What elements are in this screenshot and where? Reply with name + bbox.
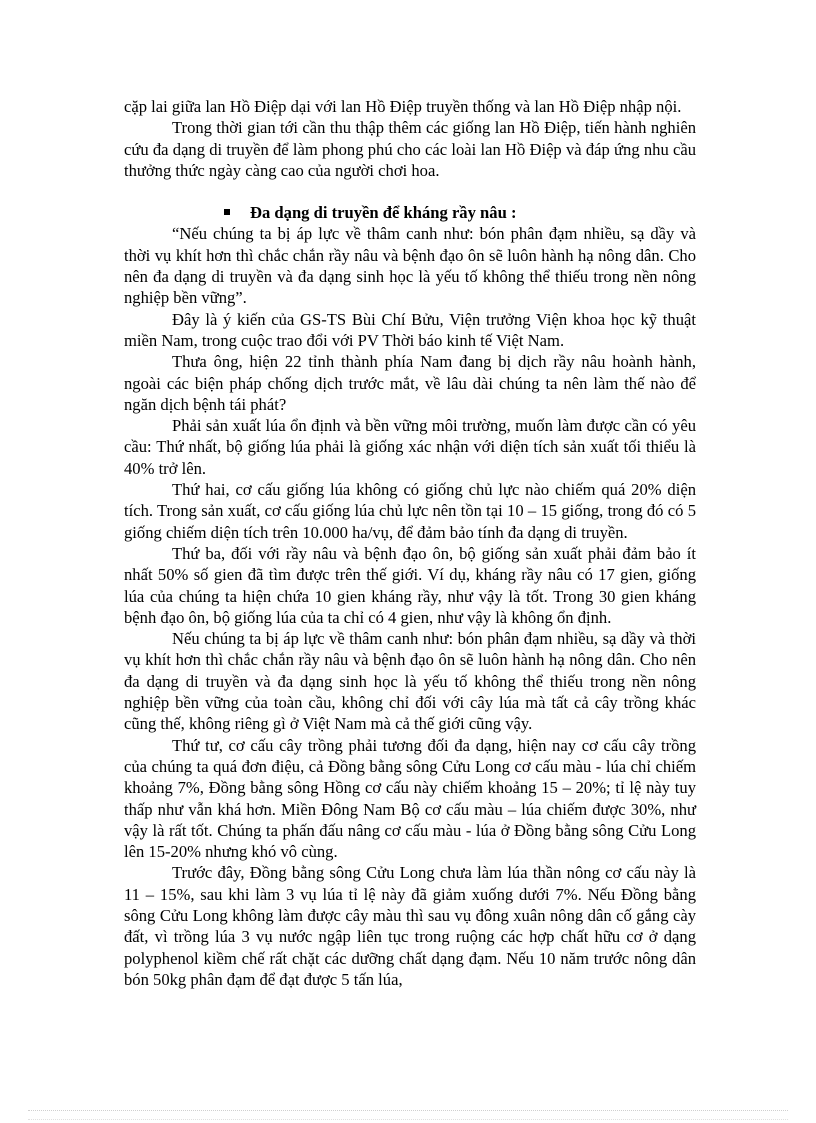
paragraph-gap — [124, 181, 696, 202]
footer-divider-bottom — [28, 1119, 788, 1120]
paragraph-question: Thưa ông, hiện 22 tỉnh thành phía Nam đang bị dịch rầy nâu hoành hành, ngoài các biện pháp chống dịch trước mắt, về lâu dài chúng ta nên làm thế nào để ngăn dịch bệnh tái phát? — [124, 352, 696, 414]
paragraph-quote: “Nếu chúng ta bị áp lực về thâm canh như: bón phân đạm nhiều, sạ dầy và thời vụ khít hơn thì chắc chắn rầy nâu và bệnh đạo ôn sẽ luôn hành hạ nông dân. Cho nên đa dạng di truyền và đa dạng sinh học là yếu tố không thể thiếu trong nền nông nghiệp bền vững”. — [124, 224, 696, 308]
paragraph-orchid-research: Trong thời gian tới cần thu thập thêm các giống lan Hồ Điệp, tiến hành nghiên cứu đa dạng di truyền để làm phong phú cho các loài lan Hồ Điệp và đáp ứng nhu cầu thưởng thức ngày càng cao của người chơi hoa. — [124, 118, 696, 180]
paragraph-source: Đây là ý kiến của GS-TS Bùi Chí Bửu, Viện trưởng Viện khoa học kỹ thuật miền Nam, trong cuộc trao đổi với PV Thời báo kinh tế Việt Nam. — [124, 309, 696, 350]
paragraph-continuation: cặp lai giữa lan Hồ Điệp dại với lan Hồ Điệp truyền thống và lan Hồ Điệp nhập nội. — [124, 97, 682, 116]
section-heading-text: Đa dạng di truyền để kháng rầy nâu : — [250, 203, 517, 223]
paragraph-first: Phải sản xuất lúa ổn định và bền vững môi trường, muốn làm được cần có yêu cầu: Thứ nhất, bộ giống lúa phải là giống xác nhận với diện tích sản xuất tối thiểu là 40% trở lên. — [124, 416, 696, 478]
paragraph-pressure: Nếu chúng ta bị áp lực về thâm canh như: bón phân đạm nhiều, sạ dầy và thời vụ khít hơn thì chắc chắn rầy nâu và bệnh đạo ôn sẽ luôn hành hạ nông dân. Cho nên đa dạng di truyền và đa dạng sinh học là yếu tố không thể thiếu trong nền nông nghiệp bền vững của toàn cầu, không chỉ đối với cây lúa mà tất cả cây trồng khác cũng thế, không riêng gì ở Việt Nam mà cả thế giới cũng vậy. — [124, 629, 696, 734]
footer-divider — [28, 1110, 788, 1111]
paragraph-second: Thứ hai, cơ cấu giống lúa không có giống chủ lực nào chiếm quá 20% diện tích. Trong sản xuất, cơ cấu giống lúa chủ lực nên tồn tại 10 – 15 giống, trong đó có 5 giống chiếm diện tích trên 10.000 ha/vụ, để đảm bảo tính đa dạng di truyền. — [124, 480, 696, 542]
square-bullet-icon — [224, 209, 230, 215]
paragraph-fourth: Thứ tư, cơ cấu cây trồng phải tương đối đa dạng, hiện nay cơ cấu cây trồng của chúng ta quá đơn điệu, cả Đồng bằng sông Cửu Long cơ cấu màu - lúa chỉ chiếm khoảng 7%, Đồng bằng sông Hồng cơ cấu này chiếm khoảng 15 – 20%; tỉ lệ này tuy thấp như vẫn khá hơn. Miền Đông Nam Bộ cơ cấu màu – lúa chiếm được 30%, như vậy là rất tốt. Chúng ta phấn đấu nâng cơ cấu màu - lúa ở Đồng bằng sông Cửu Long lên 15-20% nhưng khó vô cùng. — [124, 735, 696, 862]
paragraph-third: Thứ ba, đối với rầy nâu và bệnh đạo ôn, bộ giống sản xuất phải đảm bảo ít nhất 50% số gien đã tìm được trên thế giới. Ví dụ, kháng rầy nâu có 17 gien, giống lúa của chúng ta hiện chứa 10 gien kháng rầy, như vậy là tốt. Trong 30 gien kháng bệnh đạo ôn, bộ giống lúa của ta chỉ có 4 gien, như vậy là không ổn định. — [124, 543, 696, 627]
section-heading — [124, 202, 696, 223]
paragraph-history: Trước đây, Đồng bằng sông Cửu Long chưa làm lúa thần nông cơ cấu này là 11 – 15%, sau khi làm 3 vụ lúa tỉ lệ này đã giảm xuống dưới 7%. Nếu Đồng bằng sông Cửu Long không làm được cây màu thì sau vụ đông xuân nông dân cố gắng cày đất, vì trồng lúa 3 vụ nước ngập liên tục trong ruộng các hợp chất hữu cơ ở dạng polyphenol kiềm chế rất chặt các dưỡng chất dạng đạm. Nếu 10 năm trước nông dân bón 50kg phân đạm để đạt được 5 tấn lúa, — [124, 863, 696, 989]
document-page — [124, 96, 696, 990]
